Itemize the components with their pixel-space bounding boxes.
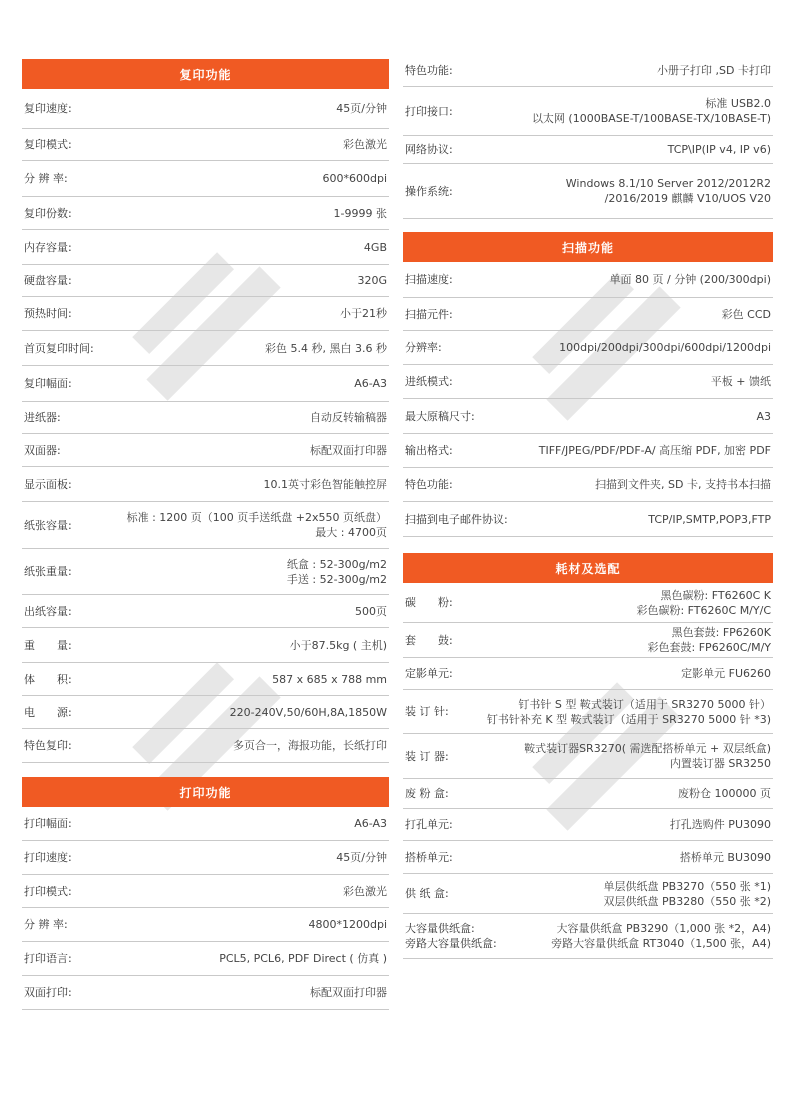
spec-label: 大容量供纸盒: 旁路大容量供纸盒: [405, 922, 497, 950]
spec-label: 重 量: [24, 638, 72, 652]
spec-value-line: 45页/分钟 [336, 102, 387, 115]
spec-label: 输出格式: [405, 444, 453, 457]
spec-row [403, 164, 773, 219]
spec-row [403, 468, 773, 502]
spec-label: 装 订 针: [405, 705, 449, 718]
spec-value-line: /2016/2019 麒麟 V10/UOS V20 [604, 192, 771, 205]
spec-value-line: 标准 : 1200 页（100 页手送纸盘 +2x550 页纸盘） [126, 511, 387, 524]
spec-row [22, 297, 389, 331]
spec-label: 内存容量: [24, 240, 72, 254]
spec-label: 碳 粉: [405, 596, 453, 609]
spec-value [657, 63, 773, 78]
spec-row [22, 628, 389, 663]
spec-row [22, 467, 389, 502]
spec-value [287, 557, 389, 587]
spec-value [233, 738, 389, 753]
scan-rows [403, 262, 773, 537]
spec-row [22, 197, 389, 230]
print-rows [22, 807, 389, 1010]
spec-row [403, 779, 773, 809]
spec-label: 扫描元件: [405, 307, 453, 321]
spec-row [22, 549, 389, 595]
spec-label: 供 纸 盒: [405, 887, 449, 900]
spec-value [340, 306, 389, 321]
spec-label: 复印模式: [24, 138, 72, 151]
spec-row [403, 136, 773, 164]
spec-value [127, 510, 389, 540]
spec-value [678, 786, 773, 801]
spec-value-line: Windows 8.1/10 Server 2012/2012R2 [565, 177, 771, 190]
spec-label: 网络协议: [405, 143, 453, 156]
spec-row [22, 331, 389, 366]
spec-row [403, 583, 773, 623]
spec-row [22, 161, 389, 197]
spec-row [403, 54, 773, 87]
spec-value-line: 大容量供纸盒 PB3290（1,000 张 *2，A4) [556, 922, 771, 935]
spec-value [336, 101, 389, 116]
spec-label: 扫描到电子邮件协议: [405, 512, 508, 526]
spec-row [403, 690, 773, 734]
spec-value [308, 917, 389, 932]
spec-value [272, 672, 389, 687]
spec-value [219, 951, 389, 966]
consumables-rows [403, 583, 773, 959]
spec-value-line: 彩色套鼓: FP6260C/M/Y [647, 641, 771, 654]
spec-value-line: 内置装订器 SR3250 [669, 757, 771, 770]
spec-label: 套 鼓: [405, 633, 453, 647]
spec-value [264, 477, 390, 492]
spec-label: 操作系统: [405, 184, 453, 198]
spec-value-line: 平板 + 馈纸 [710, 375, 771, 388]
spec-value [343, 884, 389, 899]
spec-value [524, 741, 773, 771]
spec-label: 打印幅面: [24, 817, 72, 830]
spec-label: 分 辨 率: [24, 918, 68, 931]
spec-row [403, 623, 773, 658]
spec-label: 特色功能: [405, 478, 453, 491]
spec-value [336, 850, 389, 865]
spec-row [22, 366, 389, 402]
spec-value-line: 小于21秒 [340, 307, 387, 320]
spec-row [22, 875, 389, 908]
spec-value [680, 850, 773, 865]
spec-label: 最大原稿尺寸: [405, 409, 475, 423]
spec-row [403, 874, 773, 914]
spec-row [403, 734, 773, 779]
spec-label: 分辨率: [405, 341, 442, 354]
spec-value-line: 钉书针 S 型 鞍式装订（适用于 SR3270 5000 针） [518, 697, 771, 711]
spec-row [403, 434, 773, 468]
spec-value-line: 彩色激光 [343, 884, 387, 898]
spec-value-line: 旁路大容量供纸盒 RT3040（1,500 张，A4) [551, 937, 771, 950]
spec-value-line: A3 [756, 409, 771, 423]
spec-value-line: 搭桥单元 BU3090 [679, 850, 771, 864]
spec-label: 定影单元: [405, 667, 453, 680]
spec-label: 复印份数: [24, 206, 72, 220]
spec-label: 分 辨 率: [24, 172, 68, 185]
spec-label: 打印速度: [24, 851, 72, 864]
copy-rows [22, 89, 389, 763]
spec-value-line: 4GB [363, 240, 387, 254]
spec-label: 打孔单元: [405, 818, 453, 831]
spec-value-line: 钉书针补充 K 型 鞍式装订（适用于 SR3270 5000 针 *3) [486, 712, 771, 726]
spec-row [403, 809, 773, 841]
spec-value [681, 666, 773, 681]
spec-label: 废 粉 盒: [405, 787, 449, 800]
spec-value-line: 500页 [355, 604, 387, 618]
spec-value [722, 307, 773, 322]
spec-label: 纸张容量: [24, 518, 72, 532]
spec-value [230, 705, 389, 720]
spec-value-line: 打孔选购件 PU3090 [669, 818, 771, 831]
spec-row [22, 89, 389, 129]
spec-value-line: 10.1英寸彩色智能触控屏 [263, 477, 387, 491]
spec-label: 搭桥单元: [405, 850, 453, 864]
spec-value-line: 45页/分钟 [336, 851, 387, 864]
spec-value-line: 标配双面打印器 [310, 443, 387, 457]
spec-row [22, 807, 389, 841]
spec-label: 打印接口: [405, 104, 453, 118]
spec-row [22, 696, 389, 729]
spec-value-line: 1-9999 张 [333, 206, 387, 220]
spec-row [22, 976, 389, 1010]
spec-value-line: 鞍式装订器SR3270( 需选配搭桥单元 + 双层纸盒) [524, 742, 771, 755]
spec-value-line: 彩色 5.4 秒, 黑白 3.6 秒 [265, 341, 387, 355]
spec-row [403, 502, 773, 537]
spec-value-line: 定影单元 FU6260 [681, 667, 771, 680]
spec-value-line: 纸盒 : 52-300g/m2 [286, 557, 387, 571]
spec-value [265, 341, 389, 356]
spec-value [310, 443, 389, 458]
spec-value-line: 彩色激光 [343, 138, 387, 151]
spec-label: 纸张重量: [24, 565, 72, 578]
spec-value [354, 816, 389, 831]
spec-value [310, 410, 389, 425]
spec-value-line: 600*600dpi [322, 172, 387, 185]
spec-label: 复印幅面: [24, 377, 72, 390]
spec-value [487, 697, 773, 727]
spec-value-line: 手送 : 52-300g/m2 [286, 572, 387, 586]
spec-row [403, 365, 773, 399]
section-header-scan: 扫描功能 [403, 232, 773, 262]
spec-value-line: 320G [357, 274, 387, 287]
spec-value-line: 废粉仓 100000 页 [678, 787, 771, 800]
spec-value [559, 340, 773, 355]
spec-value [668, 142, 773, 157]
section-header-consumables: 耗材及选配 [403, 553, 773, 583]
spec-row [403, 262, 773, 298]
spec-value [290, 638, 389, 653]
section-header-copy: 复印功能 [22, 59, 389, 89]
spec-value [551, 921, 773, 951]
spec-value-line: 100dpi/200dpi/300dpi/600dpi/1200dpi [559, 341, 771, 354]
spec-label: 装 订 器: [405, 749, 449, 763]
spec-label: 体 积: [24, 672, 72, 686]
spec-value [354, 376, 389, 391]
section-header-print: 打印功能 [22, 777, 389, 807]
spec-row [403, 841, 773, 874]
spec-value-line: 彩色 CCD [721, 307, 771, 321]
spec-row [403, 331, 773, 365]
spec-value-line: 小册子打印 ,SD 卡打印 [657, 63, 771, 77]
spec-label: 显示面板: [24, 477, 72, 491]
spec-row [403, 914, 773, 959]
spec-value-line: 587 x 685 x 788 mm [272, 672, 387, 686]
spec-value [648, 625, 773, 655]
spec-value [310, 985, 389, 1000]
spec-value [756, 409, 773, 424]
spec-value-line: 最大 : 4700页 [315, 526, 387, 539]
spec-value-line: 单层供纸盘 PB3270（550 张 *1) [603, 879, 771, 893]
spec-row [22, 129, 389, 161]
spec-row [22, 230, 389, 265]
spec-label: 双面打印: [24, 986, 72, 999]
spec-label: 进纸模式: [405, 375, 453, 388]
spec-value-line: TCP\IP(IP v4, IP v6) [667, 143, 771, 156]
right-column [403, 54, 773, 959]
spec-value-line: 小于87.5kg ( 主机) [289, 638, 387, 652]
spec-label: 特色功能: [405, 63, 453, 77]
spec-value-line: PCL5, PCL6, PDF Direct ( 仿真 ) [219, 952, 387, 965]
spec-row [22, 908, 389, 942]
spec-value-line: 双层供纸盘 PB3280（550 张 *2) [603, 894, 771, 908]
spec-row [22, 434, 389, 467]
spec-value-line: 扫描到文件夹, SD 卡, 支持书本扫描 [595, 478, 771, 491]
spec-row [403, 399, 773, 434]
spec-value [610, 272, 774, 287]
spec-value [711, 374, 773, 389]
spec-value [334, 206, 389, 221]
spec-value [364, 240, 389, 255]
spec-value-line: 自动反转输稿器 [310, 411, 387, 424]
spec-value-line: 黑色碳粉: FT6260C K [660, 588, 771, 602]
spec-value [636, 588, 773, 618]
left-column [22, 59, 389, 1010]
spec-label: 进纸器: [24, 411, 61, 424]
spec-row [22, 942, 389, 976]
spec-value-line: 220-240V,50/60H,8A,1850W [229, 705, 387, 719]
spec-value [648, 512, 773, 527]
spec-label: 电 源: [24, 705, 72, 719]
spec-row [22, 265, 389, 297]
spec-value-line: 标准 USB2.0 [705, 97, 771, 110]
spec-value-line: A6-A3 [354, 817, 387, 830]
spec-value [343, 137, 389, 152]
print-cont-rows [403, 54, 773, 219]
spec-value [539, 443, 773, 458]
spec-label: 预热时间: [24, 307, 72, 320]
spec-value-line: 以太网 (1000BASE-T/100BASE-TX/10BASE-T) [531, 112, 771, 125]
spec-row [403, 298, 773, 331]
spec-row [22, 663, 389, 696]
spec-value-line: TCP/IP,SMTP,POP3,FTP [648, 512, 771, 526]
spec-label: 打印模式: [24, 884, 72, 898]
spec-label: 扫描速度: [405, 273, 453, 286]
spec-label: 双面器: [24, 443, 61, 457]
spec-value [595, 477, 773, 492]
spec-value [566, 176, 773, 206]
spec-label: 特色复印: [24, 739, 72, 752]
spec-value-line: 单面 80 页 / 分钟 (200/300dpi) [609, 273, 771, 286]
spec-row [22, 841, 389, 875]
spec-value-line: A6-A3 [354, 377, 387, 390]
spec-value [670, 817, 773, 832]
spec-value-line: 彩色碳粉: FT6260C M/Y/C [636, 603, 771, 617]
spec-value [604, 879, 773, 909]
spec-label: 首页复印时间: [24, 341, 94, 355]
spec-value-line: 黑色套鼓: FP6260K [671, 626, 771, 639]
spec-row [22, 402, 389, 434]
spec-label: 硬盘容量: [24, 274, 72, 287]
spec-label: 打印语言: [24, 952, 72, 965]
spec-row [403, 658, 773, 690]
spec-value [357, 273, 389, 288]
spec-value-line: TIFF/JPEG/PDF/PDF-A/ 高压缩 PDF, 加密 PDF [538, 444, 771, 457]
spec-value [355, 604, 389, 619]
spec-row [403, 87, 773, 136]
spec-label: 出纸容量: [24, 604, 72, 618]
spec-value-line: 标配双面打印器 [310, 986, 387, 999]
spec-row [22, 729, 389, 763]
spec-row [22, 502, 389, 549]
spec-value-line: 多页合一，海报功能，长纸打印 [233, 739, 387, 752]
spec-value [532, 96, 773, 126]
spec-value-line: 4800*1200dpi [308, 918, 387, 931]
spec-label: 复印速度: [24, 102, 72, 115]
spec-row [22, 595, 389, 628]
spec-value [322, 171, 389, 186]
